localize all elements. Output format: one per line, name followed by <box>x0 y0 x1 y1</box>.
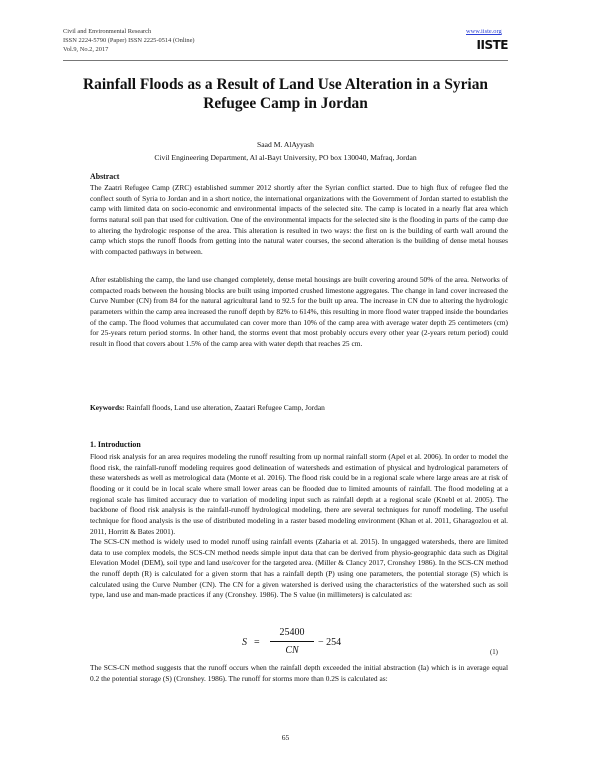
equation-denominator: CN <box>285 645 299 656</box>
page-number: 65 <box>281 733 290 742</box>
equation-minus-term: − 254 <box>318 637 342 648</box>
title-line-1: Rainfall Floods as a Result of Land Use Alteration in a Syrian <box>83 76 488 93</box>
title-line-2: Refugee Camp in Jordan <box>203 95 368 112</box>
abstract-paragraph-1: The Zaatri Refugee Camp (ZRC) established summer 2012 shortly after the Syrian conflict started. Due to high flux of refugee fled the conflect south of Syria to Jordan and in a short notice, the international organizations with the Government of Jordan started to establish the camp with limited data on socio-economic and environmental impacts of the selected site. The camp is located in a nearly flat area which forms natural soil pan that used for cultivation. One of the environmental impacts for the selected site is the flooding in parts of the camp due to altering the hydrologic response of the area. This alteration is resulted in two ways: the first on is the building of earth wall around the camp which stops the runoff floods from getting into the natural water courses, the second alteration is the building of dense metal houses with compacted pathways in between. <box>90 183 508 256</box>
keywords-label: Keywords: <box>90 403 125 412</box>
intro-paragraph-2: The SCS-CN method is widely used to model runoff using rainfall events (Zaharia et al. 2015). In ungagged watersheds, there are limited data to use complex models, the SCS-CN method needs simple input data that can be derived from physio-geographic data such as Digital Elevation Model (DEM), soil type and land use/cover for the targeted area. (Miller & Clancy 2017, Cronshey 1986). In the SCS-CN method the runoff depth (R) is calculated for a given storm that has a rainfall depth (P) using one parameters, the potential storage (S) which is calculated using the Curve Number (CN). The CN for a given watershed is derived using the characteristics of the watershed such as soil type, land use and man-made practices if any (Cronshey. 1986). The S value (in millimeters) is calculated as: <box>90 537 508 600</box>
keywords-line <box>90 403 508 414</box>
volume-line: Vol.9, No.2, 2017 <box>63 46 109 53</box>
website-link[interactable]: www.iiste.org <box>466 28 502 35</box>
paper-title <box>63 75 508 113</box>
fraction-bar <box>270 641 314 642</box>
intro-paragraph-3: The SCS-CN method suggests that the runoff occurs when the rainfall depth exceeded the initial abstraction (Ia) which is in average equal 0.2 the potential storage (S) (Cronshey. 1986). The runoff for storms more than 0.2S is calculated as: <box>90 663 508 683</box>
logo-text: IISTE <box>476 38 508 52</box>
equation-equals: = <box>254 637 260 648</box>
intro-paragraph-1: Flood risk analysis for an area requires modeling the runoff resulting from up normal rainfall storm (Apel et al. 2006). In order to model the flood risk, the rainfall-runoff modeling requires good delineation of watersheds and estimation of physical and hydrological parameters of these watersheds as well as metrological data (Monte et al. 2016). The flood risk could be in a regional scale where large areas are at risk of flooding or it could be in local scale where small lower areas can be flooded due to limited amounts of rainfall. The flood modeling at a regional scale has limited accuracy due to variation of modeling input such as rainfall depth at a regional scale (Knebl et al. 2005). The backbone of flood risk analysis is the rainfall-runoff hydrological modeling, there are several techniques for runoff modeling. The useful technique for flood analysis is the use of distributed modeling in a raster based modeling environment (Khan et al. 2011, Gharagozlou et al. 2011, Horritt & Bates 2001). <box>90 452 508 536</box>
equation-lhs: S <box>242 637 247 648</box>
header-rule <box>63 60 508 61</box>
equation-number: (1) <box>490 649 498 656</box>
abstract-paragraph-2: After establishing the camp, the land use changed completely, dense metal housings are built covering around 50% of the area. Networks of compacted roads between the housing blocks are built using imported crushed limestone aggregates. The change in land cover increased the Curve Number (CN) from 84 for the natural agricultural land to 92.5 for the built up area. The increase in CN due to altering the hydrologic parameters within the camp area increased the runoff depth by 82% to 614%, this resulting in more flood water trapped inside the boundaries of the camp. The flood volumes that accumulated can cover more than 10% of the camp area with average water depth 25 centimeters (cm) for 25-years return period storms. In other hand, the storms event that most probably occurs every other year (2-years return period) could result in flood that covers about 1.5% of the camp area with water depth that reaches 25 cm. <box>90 275 508 348</box>
keywords-text: Rainfall floods, Land use alteration, Zaatari Refugee Camp, Jordan <box>124 403 325 412</box>
equation-numerator: 25400 <box>279 627 305 638</box>
introduction-heading: 1. Introduction <box>90 440 141 449</box>
issn-line: ISSN 2224-5790 (Paper) ISSN 2225-0514 (Online) <box>63 37 195 44</box>
equation-1 <box>240 627 400 659</box>
journal-name: Civil and Environmental Research <box>63 28 152 35</box>
abstract-heading: Abstract <box>90 172 120 181</box>
author-name: Saad M. AlAyyash <box>257 140 314 149</box>
iiste-logo <box>472 39 508 58</box>
author-affiliation: Civil Engineering Department, Al al-Bayt University, PO box 130040, Mafraq, Jordan <box>154 153 417 162</box>
